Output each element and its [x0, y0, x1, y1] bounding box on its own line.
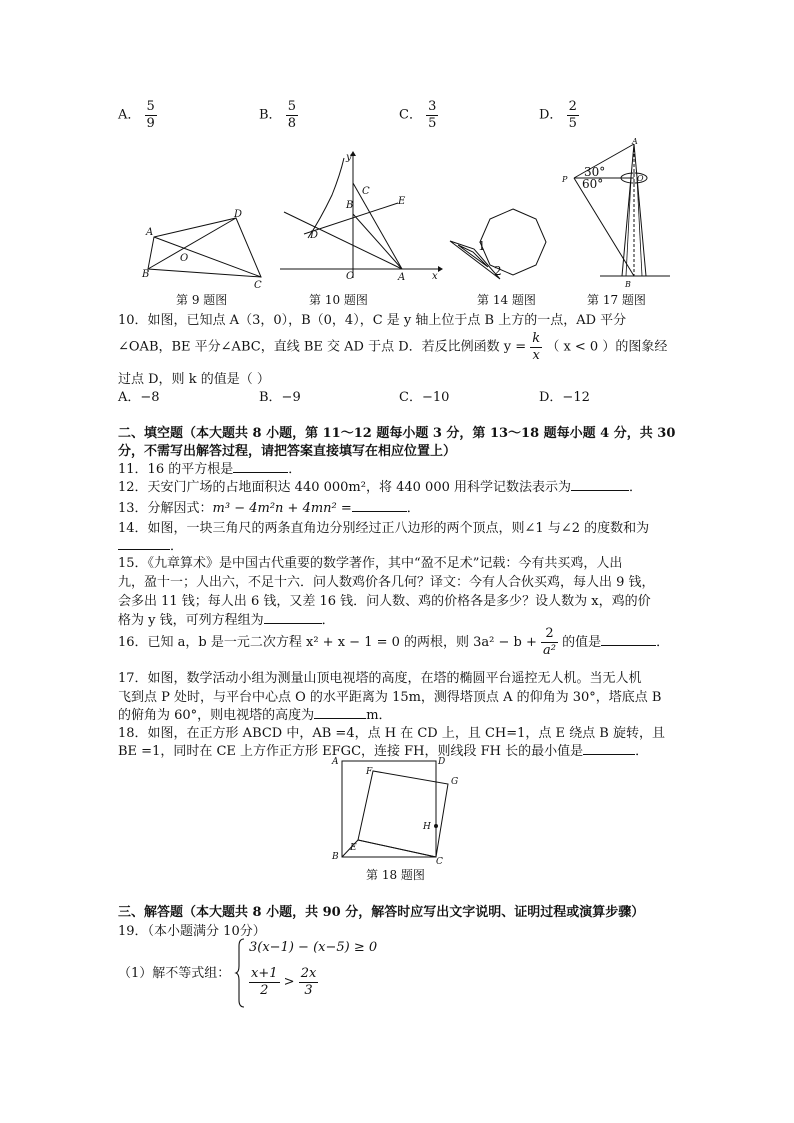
q17-line3: 的俯角为 60°，则电视塔的高度为 m． [118, 708, 392, 723]
q16-fraction: $\frac{2}{\text{a²}}$ [543, 626, 557, 658]
q16: 16．已知 a，b 是一元二次方程 x² + x − 1 = 0 的两根，则 3a² − b + $\frac{2}{\text{a²}}$ 的值是 ． [118, 626, 670, 658]
fig10-label-b: B [346, 200, 354, 211]
figure-17 [560, 138, 675, 288]
q9-option-a: A． $\frac{5}{9}$ [118, 99, 155, 131]
q15-line1: 15．《九章算术》是中国古代重要的数学著作，其中“盈不足术”记载：今有共买鸡，人出 [118, 556, 623, 571]
q11: 11．16 的平方根是 ． [118, 462, 302, 477]
fig10-label-d: D [310, 230, 319, 241]
fig17-label-60: 60° [582, 177, 604, 191]
q9-option-b: B． $\frac{5}{8}$ [259, 99, 296, 131]
fig9-label-d: D [234, 209, 243, 220]
q17-line2: 飞到点 P 处时，与平台中心点 O 的水平距离为 15m，测得塔顶点 A 的仰角为 30°，塔底点 B [118, 690, 662, 705]
section2-title-line1: 二、填空题（本大题共 8 小题，第 11～12 题每小题 3 分，第 13～18 题每小题 4 分，共 30 [118, 426, 676, 441]
fig17-caption: 第 17 题图 [587, 293, 646, 307]
section3-title: 三、解答题（本大题共 8 小题，共 90 分，解答时应写出文字说明、证明过程或演算步骤） [118, 905, 645, 920]
fig18-caption: 第 18 题图 [366, 868, 425, 882]
fig18-label-f: F [366, 767, 373, 777]
q17-line1: 17．如图，数学活动小组为测量山顶电视塔的高度，在塔的椭圆平台遥控无人机。当无人机 [118, 671, 642, 686]
q12: 12．天安门广场的占地面积达 440 000m²，将 440 000 用科学记数法表示为 ． [118, 480, 643, 495]
fig18-label-h: H [423, 822, 431, 832]
figure-18 [328, 756, 468, 866]
q10-line2: ∠OAB，BE 平分∠ABC，直线 BE 交 AD 于点 D．若反比例函数 y = $\frac{k}{x}$ （ x < 0 ）的图象经 [118, 331, 668, 363]
figure-10 [280, 150, 445, 283]
q15-line4: 格为 y 钱，可列方程组为 ． [118, 613, 335, 628]
system-brace [236, 938, 246, 1008]
fig9-label-o: O [180, 253, 189, 264]
q10-line1: 10．如图，已知点 A（3，0），B（0，4），C 是 y 轴上位于点 B 上方的一点，AD 平分 [118, 313, 627, 328]
figure-14 [448, 205, 553, 290]
fig9-label-b: B [142, 269, 150, 280]
section2-title-line2: 分，不需写出解答过程，请把答案直接填写在相应位置上） [118, 444, 457, 459]
fig10-label-e: E [398, 196, 406, 207]
q14: 14．如图，一块三角尺的两条直角边分别经过正八边形的两个顶点，则∠1 与∠2 的度数和为 [118, 521, 650, 536]
q10-option-d: D．−12 [539, 390, 590, 405]
q9-option-c: C． $\frac{3}{5}$ [399, 99, 437, 131]
figure-9 [140, 205, 270, 290]
fig10-caption: 第 10 题图 [309, 293, 368, 307]
fig17-label-o: O [637, 174, 644, 183]
q15-line3: 会多出 11 钱；每人出 6 钱，又差 16 钱．问人数、鸡的价格各是多少？设人数为 x，鸡的价 [118, 594, 651, 609]
fig14-label-1: 1 [478, 239, 486, 253]
q19-inequality-2: $\frac{x+1}{2}$ > $\frac{2x}{3}$ [251, 966, 317, 998]
fig18-label-g: G [451, 777, 459, 787]
q19-part1: （1）解不等式组： [118, 966, 231, 981]
fig18-label-c: C [436, 857, 443, 867]
fig10-label-o: O [346, 271, 355, 282]
q15-line2: 九，盈十一；人出六，不足十六．问人数鸡价各几何？译文：今有人合伙买鸡，每人出 9 钱， [118, 575, 655, 590]
q19-inequality-1: 3(x−1) − (x−5) ≥ 0 [249, 940, 378, 955]
fig10-label-y: y [346, 152, 352, 163]
fig17-label-30: 30° [584, 165, 606, 179]
fig17-label-p: P [562, 175, 568, 184]
fig14-label-2: 2 [494, 264, 502, 278]
q18-line1: 18．如图，在正方形 ABCD 中，AB =4，点 H 在 CD 上，且 CH=1，点 E 绕点 B 旋转，且 [118, 726, 665, 741]
q19-head: 19．（本小题满分 10分） [118, 924, 266, 939]
q18-line2: BE =1，同时在 CE 上方作正方形 EFGC，连接 FH，则线段 FH 长的最小值是 ． [118, 744, 649, 759]
fig9-caption: 第 9 题图 [176, 293, 228, 307]
fig18-label-b: B [332, 852, 339, 862]
fig10-label-a: A [398, 272, 406, 283]
fig18-label-d: D [438, 757, 446, 767]
fig10-label-x: x [432, 271, 438, 282]
q10-option-c: C．−10 [399, 390, 450, 405]
fig17-label-b: B [625, 280, 631, 289]
q9-option-d: D． $\frac{2}{5}$ [539, 99, 577, 131]
fig9-label-a: A [146, 227, 154, 238]
fig14-caption: 第 14 题图 [477, 293, 536, 307]
q10-line3: 过点 D，则 k 的值是（ ） [118, 372, 270, 387]
q13: 13．分解因式：m³ − 4m²n + 4mn² = ． [118, 501, 420, 516]
fig9-label-c: C [254, 280, 262, 291]
fig18-label-a: A [332, 757, 339, 767]
fig10-label-c: C [362, 186, 370, 197]
q14-answer-line: ． [118, 535, 183, 554]
q10-option-b: B．−9 [259, 390, 301, 405]
q10-option-a: A．−8 [118, 390, 160, 405]
fig18-label-e: E [350, 843, 357, 853]
fig17-label-a: A [632, 137, 638, 146]
q10-fraction: $\frac{k}{x}$ [532, 331, 541, 363]
